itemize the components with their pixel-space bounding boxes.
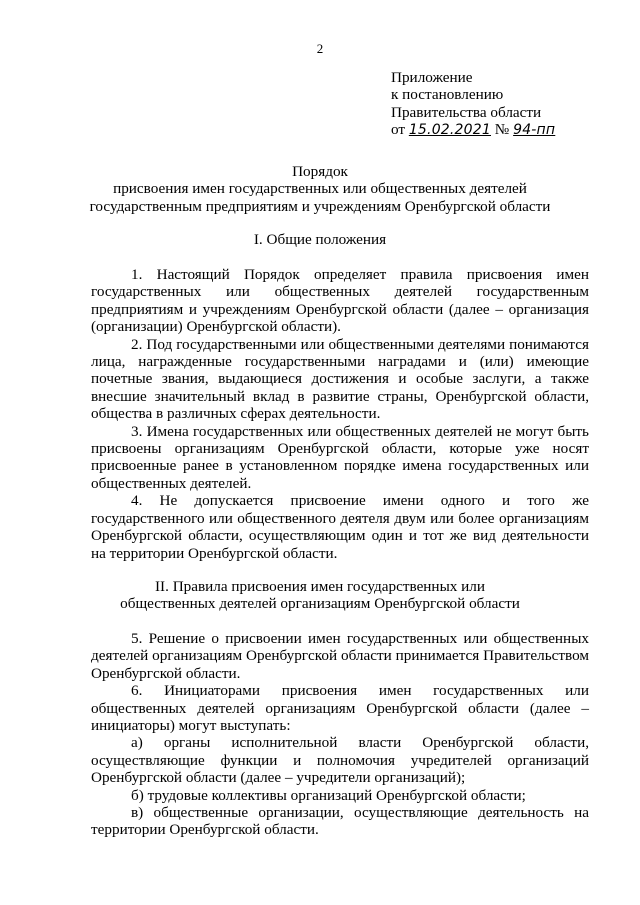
title-line-2: присвоения имен государственных или общественных деятелей (113, 180, 527, 198)
paragraph-5: 5. Решение о присвоении имен государственных или общественных деятелей организациям Оренбургской области принимается Правительством Оренбургской области. (91, 630, 589, 682)
paragraph-4: 4. Не допускается присвоение имени одного и того же государственного или общественного деятеля двум или более организациям Оренбургской области, осуществляющим один и тот же вид деятельности на территории Оренбургской области. (91, 492, 589, 562)
section-2-heading-line-1: II. Правила присвоения имен государственных или (155, 578, 485, 595)
number-value: 94-пп (513, 122, 556, 139)
title-line-3: государственным предприятиям и учреждениям Оренбургской области (89, 197, 551, 215)
section-2-body (91, 630, 589, 839)
title-line-1: Порядок (292, 163, 348, 180)
date-prefix: от (391, 121, 406, 139)
page-number: 2 (316, 41, 324, 56)
document-title (0, 163, 640, 215)
section-1-body (91, 266, 589, 562)
paragraph-6b: б) трудовые коллективы организаций Оренбургской области; (131, 786, 526, 804)
appendix-label: Приложение (391, 69, 473, 86)
section-2-heading (0, 578, 640, 613)
number-prefix: № (494, 121, 510, 139)
appendix-date-line (391, 121, 621, 139)
paragraph-3: 3. Имена государственных или общественных деятелей не могут быть присвоены организациям Оренбургской области, которые уже носят присвоенные ранее в установленном порядке имена государственных или общественных деятелей. (91, 422, 589, 492)
paragraph-2: 2. Под государственными или общественными деятелями понимаются лица, награжденные государственными наградами и (или) имеющие почетные звания, выдающиеся достижения и особые заслуги, а также внесшие значительный вклад в развитие страны, Оренбургской области, общества в различных сферах деятельности. (91, 335, 589, 423)
date-value: 15.02.2021 (408, 122, 491, 139)
paragraph-6c: в) общественные организации, осуществляющие деятельность на территории Оренбургской области. (91, 804, 589, 839)
appendix-block (391, 69, 621, 140)
appendix-reference: к постановлению (391, 86, 504, 104)
paragraph-1: 1. Настоящий Порядок определяет правила присвоения имен государственных или общественных деятелей государственным предприятиям и учреждениям Оренбургской области (далее – организация (организации) Оренбургской области). (91, 266, 589, 336)
section-2-heading-line-2: общественных деятелей организациям Оренбургской области (120, 595, 520, 613)
paragraph-6: 6. Инициаторами присвоения имен государственных или общественных деятелей организациям Оренбургской области (далее – инициаторы) могут выступать: (91, 682, 589, 735)
section-1-heading: I. Общие положения (253, 231, 387, 248)
paragraph-6a: а) органы исполнительной власти Оренбургской области, осуществляющие функции и полномочия учредителей организаций Оренбургской области (далее – учредители организаций); (91, 734, 589, 787)
appendix-authority: Правительства области (391, 103, 542, 121)
